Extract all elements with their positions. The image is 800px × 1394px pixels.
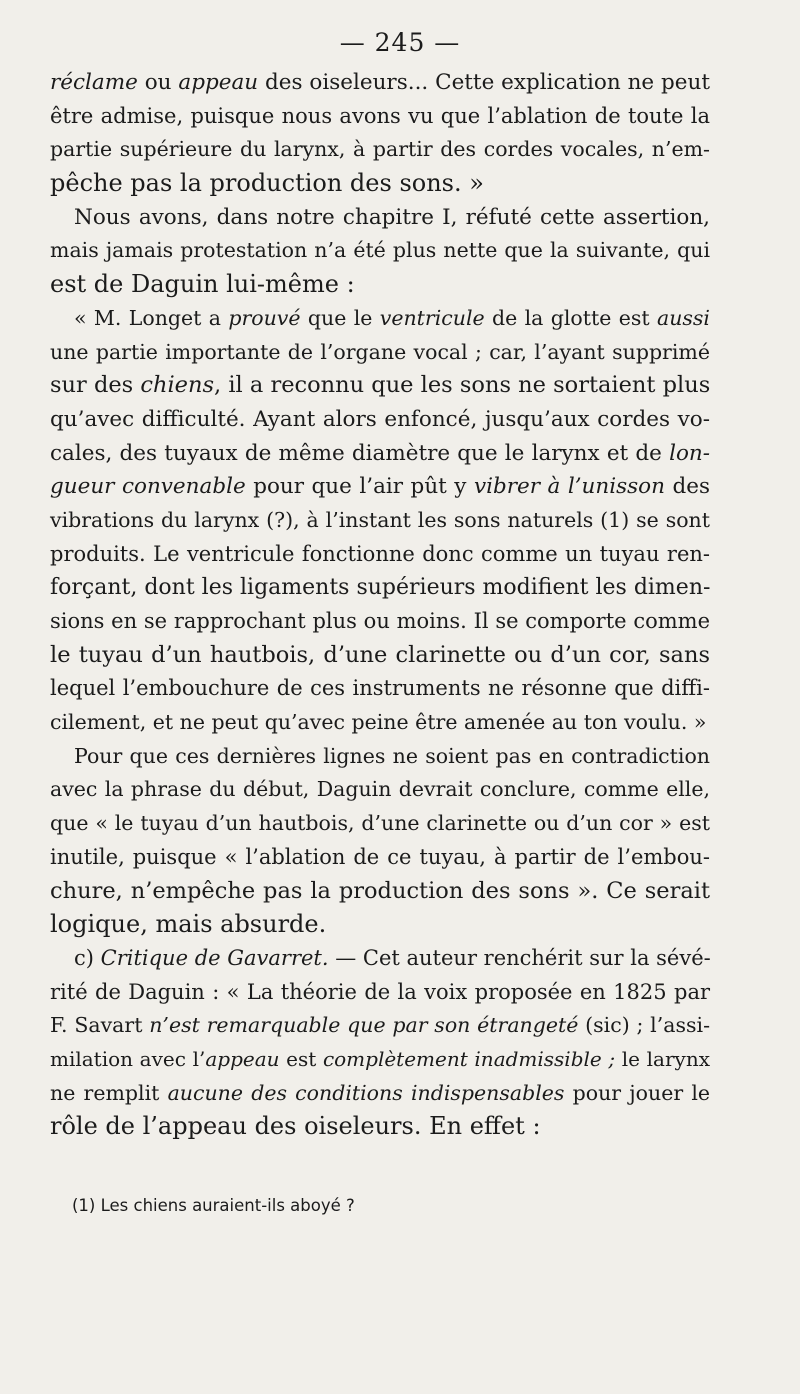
text-run: pêche pas la production des sons. » xyxy=(50,169,484,198)
text-run: pour jouer le xyxy=(564,1080,711,1105)
text-line xyxy=(50,538,710,572)
text-run: « M. Longet a xyxy=(74,305,229,330)
page-number: — 245 — xyxy=(339,28,461,57)
text-run: sur des xyxy=(50,372,141,399)
text-run: que « le tuyau d’un hautbois, d’une clarinette ou d’un cor » est xyxy=(50,811,710,836)
text-line xyxy=(50,571,710,605)
text-line xyxy=(50,976,710,1010)
text-line xyxy=(50,639,710,673)
text-run: avec la phrase du début, Daguin devrait conclure, comme elle, xyxy=(50,777,710,802)
text-line xyxy=(50,66,710,100)
text-run: chure, n’empêche pas la production des sons ». Ce serait xyxy=(50,877,710,904)
text-line xyxy=(50,807,710,841)
text-run: le tuyau d’un hautbois, d’une clarinette ou d’un cor, sans xyxy=(50,641,710,668)
text-run: Pour que ces dernières lignes ne soient pas en contradiction xyxy=(74,743,710,768)
text-line xyxy=(50,1043,710,1077)
text-run: mais jamais protestation n’a été plus nette que la suivante, qui xyxy=(50,238,710,263)
text-line xyxy=(50,369,710,403)
italic-text: appeau xyxy=(178,70,259,95)
text-line xyxy=(50,100,710,134)
text-line xyxy=(50,504,710,538)
text-run: ne remplit xyxy=(50,1080,168,1105)
text-line xyxy=(50,740,710,774)
text-line xyxy=(50,706,710,740)
italic-text: vibrer à l’unisson xyxy=(473,474,665,500)
text-line xyxy=(50,841,710,875)
text-run: vibrations du larynx (?), à l’instant les sons naturels (1) se sont xyxy=(50,507,710,532)
text-line xyxy=(50,268,710,302)
text-run: être admise, puisque nous avons vu que l’ablation de toute la xyxy=(50,103,710,128)
text-line xyxy=(50,403,710,437)
text-line xyxy=(50,1077,710,1111)
text-line xyxy=(50,605,710,639)
italic-text: réclame xyxy=(50,70,138,95)
text-run: — Cet auteur renchérit sur la sévé- xyxy=(328,945,711,970)
text-run: des xyxy=(664,474,711,500)
italic-text: chiens xyxy=(140,372,215,399)
text-run: produits. Le ventricule fonctionne donc comme un tuyau ren- xyxy=(50,541,710,566)
text-run: que le xyxy=(300,305,380,330)
footnote: (1) Les chiens auraient-ils aboyé ? xyxy=(72,1196,355,1215)
text-run: c) xyxy=(74,945,101,970)
text-run: cilement, et ne peut qu’avec peine être amenée au ton voulu. » xyxy=(50,710,707,735)
text-run: rôle de l’appeau des oiseleurs. En effet : xyxy=(50,1112,541,1141)
text-line xyxy=(50,437,710,471)
text-run: milation avec l’ xyxy=(50,1046,206,1071)
text-run: sions en se rapprochant plus ou moins. Il se comporte comme xyxy=(50,609,710,633)
italic-text: n’est remarquable que par son étrangeté xyxy=(149,1013,579,1038)
italic-text: prouvé xyxy=(228,305,301,330)
text-line xyxy=(50,672,710,706)
text-run: Nous avons, dans notre chapitre I, réfuté cette assertion, xyxy=(74,204,710,230)
text-run: F. Savart xyxy=(50,1013,150,1038)
text-run: rité de Daguin : « La théorie de la voix proposée en 1825 par xyxy=(50,979,710,1004)
text-line xyxy=(50,1009,710,1043)
text-run: logique, mais absurde. xyxy=(50,910,327,939)
text-run: cales, des tuyaux de même diamètre que le larynx et de xyxy=(50,440,670,466)
text-run: , il a reconnu que les sons ne sortaient plus xyxy=(214,372,711,399)
text-run: le larynx xyxy=(615,1046,710,1071)
text-line xyxy=(50,302,710,336)
italic-text: lon- xyxy=(669,440,710,466)
text-run: inutile, puisque « l’ablation de ce tuyau, à partir de l’embou- xyxy=(50,844,710,869)
text-run: une partie importante de l’organe vocal ; car, l’ayant supprimé xyxy=(50,339,710,364)
text-run: est xyxy=(279,1046,323,1071)
text-run: qu’avec difficulté. Ayant alors enfoncé, jusqu’aux cordes vo- xyxy=(50,406,710,432)
text-line xyxy=(50,773,710,807)
text-run: lequel l’embouchure de ces instruments ne résonne que diffi- xyxy=(50,676,710,701)
text-run: partie supérieure du larynx, à partir des cordes vocales, n’em- xyxy=(50,137,710,162)
text-line xyxy=(50,167,710,201)
italic-text: complètement inadmissible ; xyxy=(322,1046,616,1071)
italic-text: aussi xyxy=(656,305,710,330)
text-run: (sic) ; l’assi- xyxy=(578,1013,710,1038)
italic-text: appeau xyxy=(205,1046,280,1071)
text-line xyxy=(50,201,710,235)
text-line xyxy=(50,234,710,268)
text-line xyxy=(50,1110,710,1144)
text-run: est de Daguin lui-même : xyxy=(50,270,355,299)
italic-text: Critique de Gavarret. xyxy=(100,945,329,970)
text-run: ou xyxy=(137,70,179,95)
text-line xyxy=(50,942,710,976)
text-line xyxy=(50,336,710,370)
body-text xyxy=(50,66,710,1144)
italic-text: ventricule xyxy=(379,305,485,330)
text-run: des oiseleurs... Cette explication ne peut xyxy=(258,70,710,95)
text-run: pour que l’air pût y xyxy=(245,474,474,500)
text-line xyxy=(50,470,710,504)
text-line xyxy=(50,908,710,942)
text-line xyxy=(50,875,710,909)
text-run: de la glotte est xyxy=(484,305,657,330)
text-run: forçant, dont les ligaments supérieurs modifient les dimen- xyxy=(50,575,711,601)
italic-text: gueur convenable xyxy=(50,474,246,500)
italic-text: aucune des conditions indispensables xyxy=(167,1080,565,1105)
text-line xyxy=(50,133,710,167)
